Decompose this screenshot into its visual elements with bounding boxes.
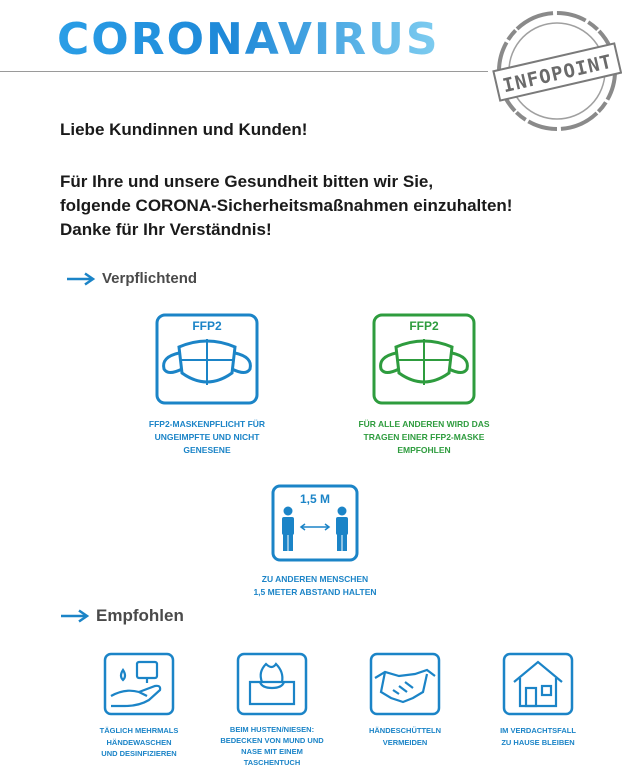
header-divider [0,71,488,72]
arrow-right-icon [60,609,90,623]
intro-line-2: folgende CORONA-Sicherheitsmaßnahmen einzuhalten! [60,196,513,215]
ffp2-badge: FFP2 [192,319,222,333]
intro-line-3: Danke für Ihr Verständnis! [60,220,272,239]
caption-ffp2-recommended: FÜR ALLE ANDEREN WIRD DAS TRAGEN EINER FFP2-MASKE EMPFOHLEN [358,419,490,456]
tissue-box-icon [236,652,308,716]
section-recommended-label: Empfohlen [96,606,184,625]
hand-sanitizer-icon [103,652,175,716]
distance-icon [271,484,359,562]
greeting: Liebe Kundinnen und Kunden! [60,120,308,139]
page-title: CORONAVIRUS [57,14,440,65]
caption-stay-home: IM VERDACHTSFALL ZU HAUSE BLEIBEN [500,726,576,747]
infopoint-stamp [492,6,622,136]
arrow-right-icon [66,272,96,286]
ffp2-mask-icon [155,313,259,405]
house-icon [502,652,574,716]
section-mandatory [66,270,197,287]
distance-badge: 1,5 M [299,492,331,506]
ffp2-badge: FFP2 [409,319,439,333]
caption-distance: ZU ANDEREN MENSCHEN 1,5 METER ABSTAND HALTEN [253,574,377,598]
handshake-icon [369,652,441,716]
stamp-text: INFOPOINT [500,50,615,98]
caption-hand-washing: TÄGLICH MEHRMALS HÄNDEWASCHEN UND DESINFIZIEREN [99,726,179,759]
caption-coughing: BEIM HUSTEN/NIESEN: BEDECKEN VON MUND UND NASE MIT EINEM TASCHENTUCH [220,725,324,767]
caption-ffp2-mandatory: FFP2-MASKENPFLICHT FÜR UNGEIMPFTE UND NICHT GENESENE [148,419,266,456]
caption-handshake: HÄNDESCHÜTTELN VERMEIDEN [368,726,442,747]
intro-line-1: Für Ihre und unsere Gesundheit bitten wir Sie, [60,172,434,191]
ffp2-mask-icon [372,313,476,405]
section-recommended [60,606,184,626]
section-mandatory-label: Verpflichtend [102,270,198,287]
